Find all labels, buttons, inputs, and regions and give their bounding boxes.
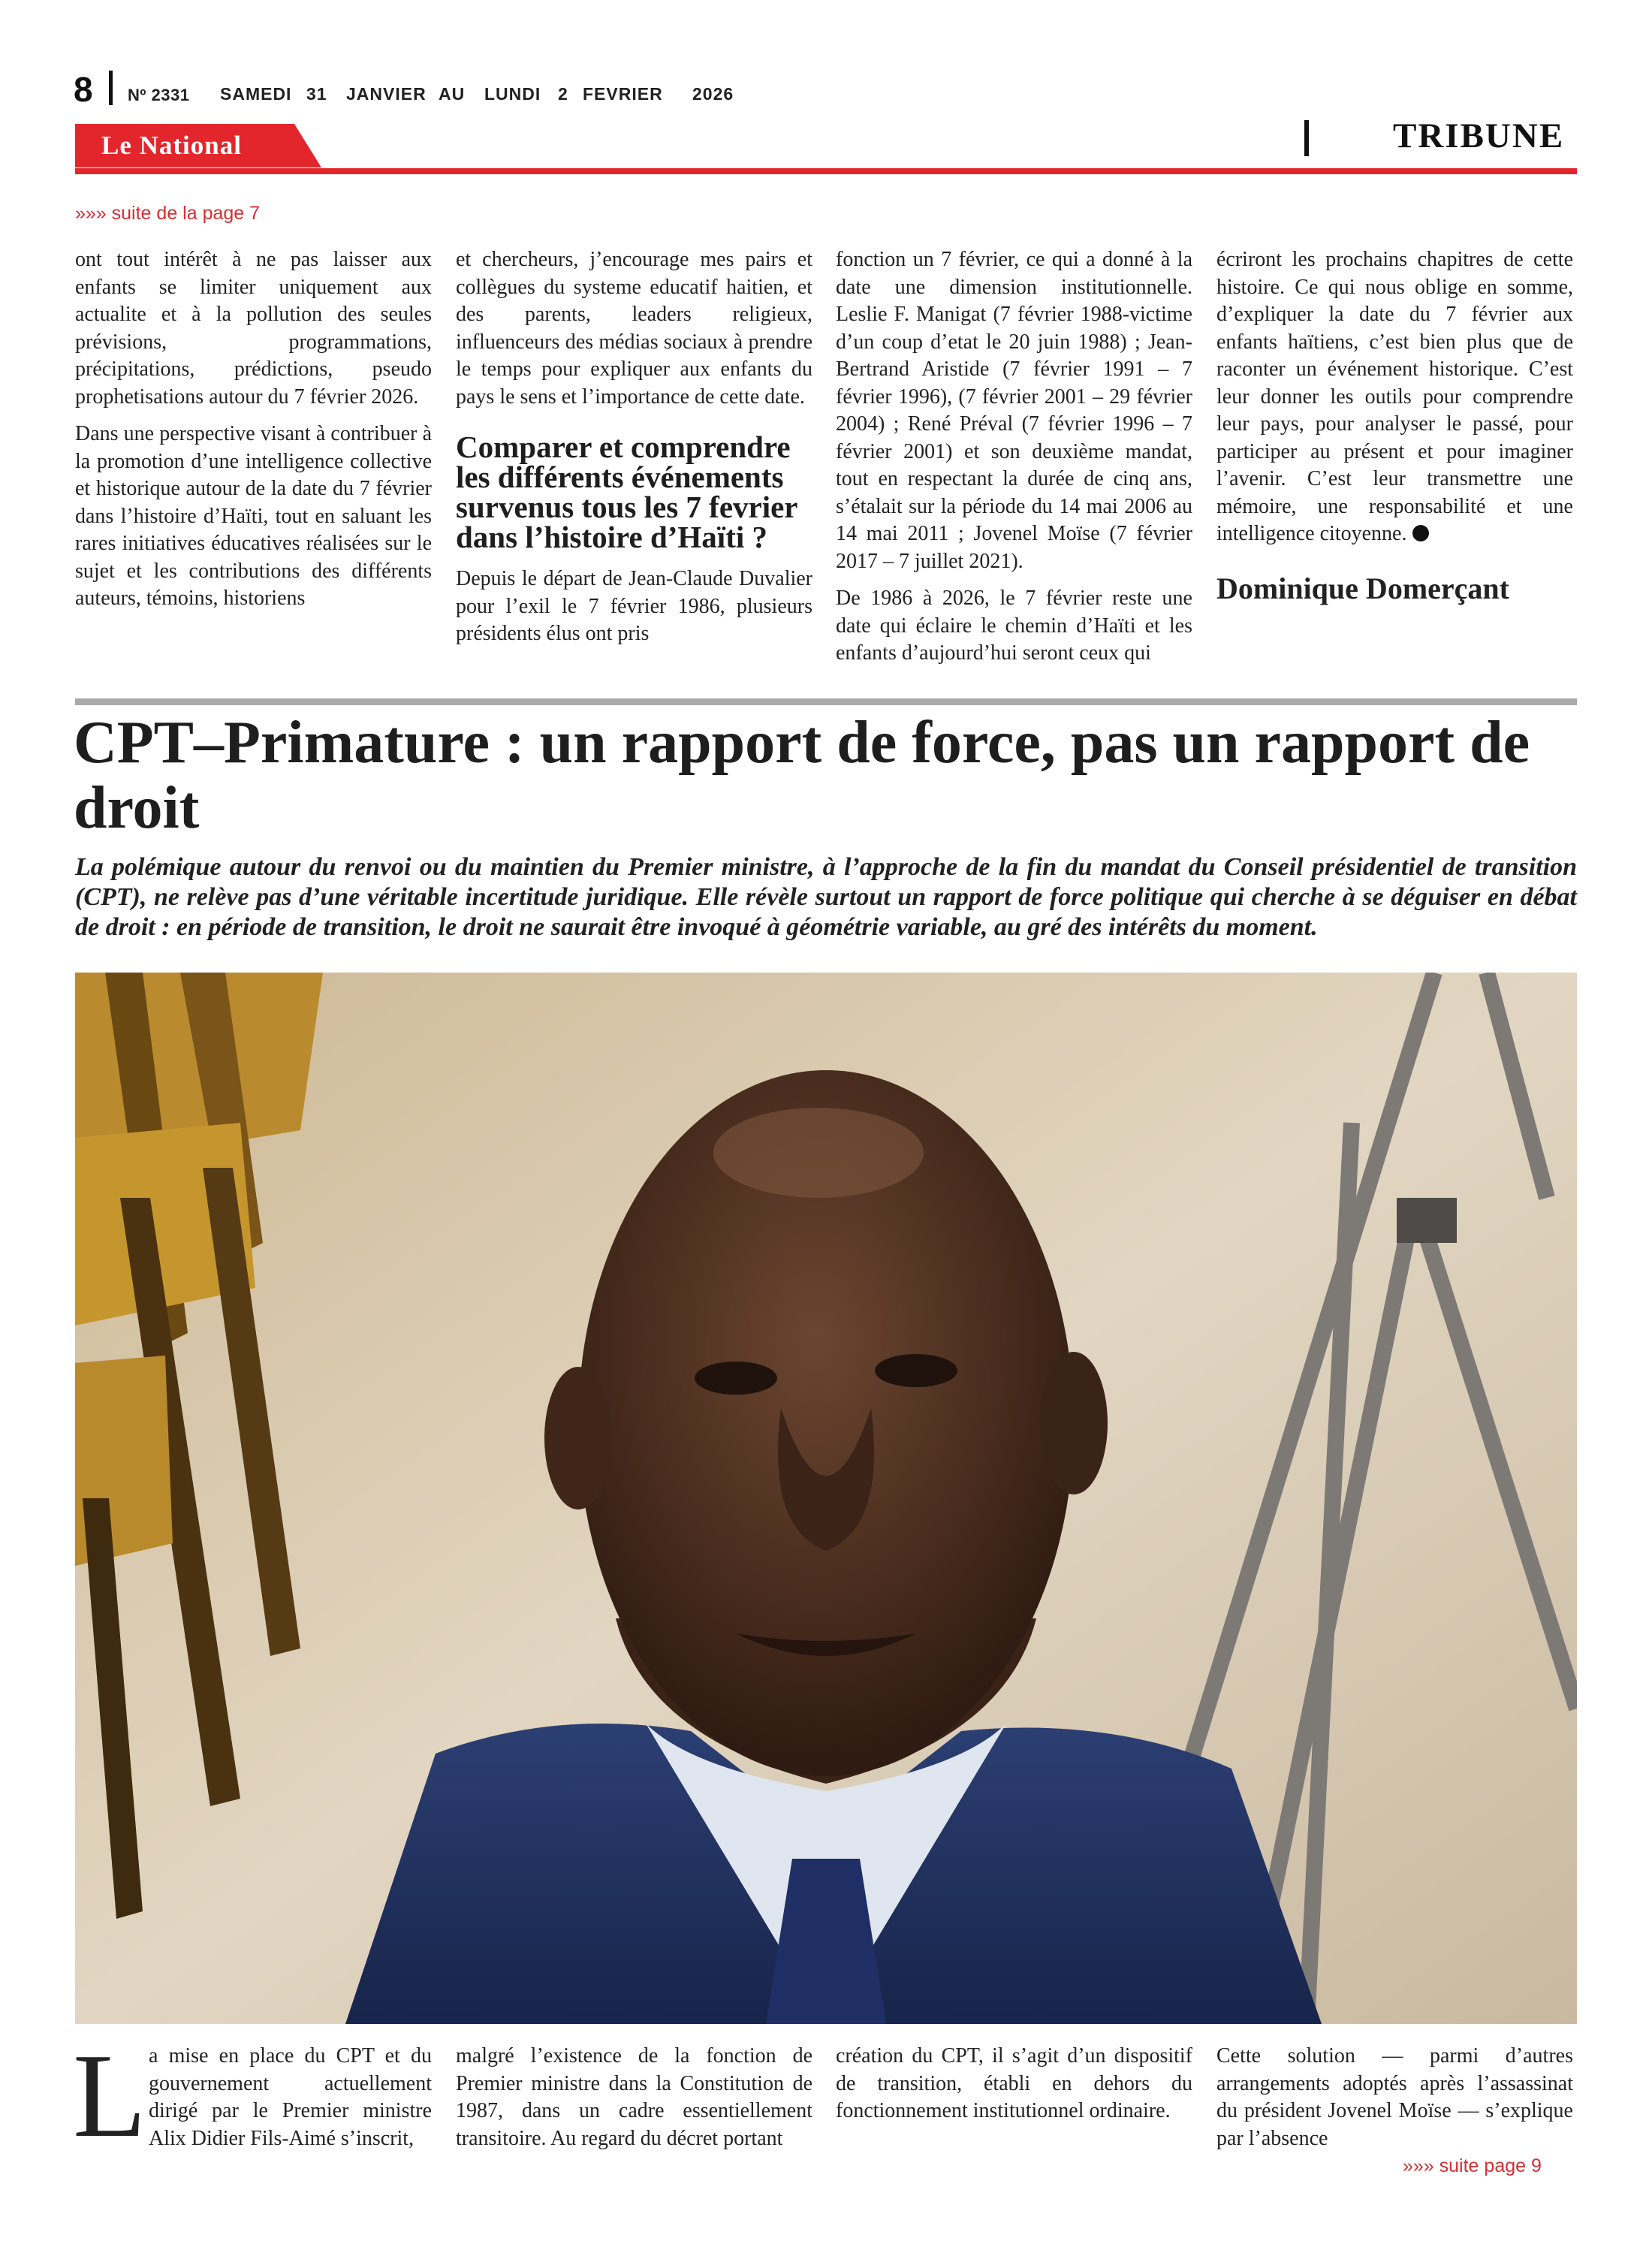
- body-column-1: [149, 2043, 432, 2152]
- paragraph: Cette solution — parmi d’autres arrangements adoptés après l’assassinat du président Jovenel Moïse — s’explique par l’absence: [1216, 2044, 1573, 2150]
- date-word: 2026: [692, 84, 734, 104]
- head-highlight: [713, 1108, 924, 1198]
- body-column-3: [836, 2043, 1192, 2125]
- ear-left: [544, 1367, 612, 1510]
- continued-from-label: »»» suite de la page 7: [75, 203, 261, 224]
- continued-to-label: »»» suite page 9: [1403, 2155, 1542, 2176]
- article-separator: [75, 698, 1577, 705]
- paragraph: ont tout intérêt à ne pas laisser aux enfants se limiter uniquement aux actualite et à la pollution des seules prévisions, programmations, précipitations, prédictions, pseudo prophetisations autour du 7 février 2026.: [75, 248, 432, 409]
- article-standfirst: La polémique autour du renvoi ou du maintien du Premier ministre, à l’approche de la fin du mandat du Conseil présidentiel de transition (CPT), ne relève pas d’une véritable incertitude juridique. Elle révèle surtout un rapport de force politique qui cherche à se déguiser en débat de droit : en période de transition, le droit ne saurait être invoqué à géométrie variable, au gré des intérêts du moment.: [75, 853, 1577, 941]
- section-title: TRIBUNE: [1393, 116, 1565, 155]
- author-signature: Dominique Domerçant: [1216, 571, 1509, 605]
- newspaper-logo: Le National: [101, 131, 242, 160]
- date-word: SAMEDI: [220, 84, 292, 104]
- paragraph: Dans une perspective visant à contribuer à la promotion d’une intelligence collective et historique autour de la date du 7 février dans l’histoire d’Haïti, tout en saluant les rares initiatives éducatives réalisées sur le sujet et les contributions des différents auteurs, témoins, historiens: [75, 422, 432, 610]
- body-column-2: [456, 2043, 812, 2152]
- paragraph: De 1986 à 2026, le 7 février reste une date qui éclaire le chemin d’Haïti et les enfants d’aujourd’hui seront ceux qui: [836, 587, 1192, 665]
- text-column-2: [456, 246, 812, 658]
- portrait-illustration: [75, 973, 1577, 2024]
- header-divider: [109, 71, 113, 105]
- date-word: AU: [439, 84, 466, 104]
- ear-right: [1040, 1352, 1108, 1494]
- paragraph-with-end-mark: [1216, 246, 1573, 548]
- eye-left: [695, 1362, 777, 1395]
- date-word: LUNDI: [484, 84, 541, 104]
- article-subheading: Comparer et comprendre les différents événements survenus tous les 7 fevrier dans l’histoire d’Haïti ?: [456, 430, 797, 554]
- drop-cap: L: [73, 2028, 146, 2162]
- article-headline: CPT–Primature : un rapport de force, pas un rapport de droit: [74, 710, 1530, 841]
- eye-right: [875, 1354, 957, 1387]
- section-divider: [1304, 120, 1309, 156]
- issue-number: Nº 2331: [128, 86, 190, 104]
- paragraph: et chercheurs, j’encourage mes pairs et collègues du systeme educatif haitien, et des parents, leaders religieux, influenceurs des médias sociaux à prendre le temps pour expliquer aux enfants du pays le sens et l’importance de cette date.: [456, 248, 812, 409]
- date-word: FEVRIER: [583, 84, 663, 104]
- end-of-article-icon: [1412, 525, 1429, 541]
- tripod-head: [1397, 1198, 1457, 1243]
- paragraph: a mise en place du CPT et du gouvernement actuellement dirigé par le Premier ministre Alix Didier Fils-Aimé s’inscrit,: [149, 2044, 432, 2150]
- text-column-3: [836, 246, 1192, 677]
- date-word: 2: [558, 84, 568, 104]
- paragraph: malgré l’existence de la fonction de Premier ministre dans la Constitution de 1987, dans un cadre essentiellement transitoire. Au regard du décret portant: [456, 2044, 812, 2150]
- date-word: JANVIER: [346, 84, 427, 104]
- body-column-4: [1216, 2043, 1573, 2152]
- text-column-4: [1216, 246, 1573, 606]
- page-number: 8: [74, 70, 93, 109]
- paragraph: Depuis le départ de Jean-Claude Duvalier pour l’exil le 7 février 1986, plusieurs présidents élus ont pris: [456, 567, 812, 645]
- paragraph-text: écriront les prochains chapitres de cette histoire. Ce qui nous oblige en somme, d’expliquer la date du 7 février aux enfants haïtiens, c’est bien plus que de raconter un événement historique. C’est leur donner les outils pour comprendre leur pays, pour analyser le passé, pour participer au présent et pour imaginer l’avenir. C’est leur transmettre une mémoire, une responsabilité et une intelligence citoyenne.: [1216, 248, 1573, 545]
- text-column-1: [75, 246, 432, 623]
- paragraph: création du CPT, il s’agit d’un dispositif de transition, établi en dehors du fonctionnement institutionnel ordinaire.: [836, 2044, 1192, 2122]
- paragraph: fonction un 7 février, ce qui a donné à la date une dimension institutionnelle. Leslie F. Manigat (7 février 1988-victime d’un coup d’etat le 20 juin 1988) ; Jean-Bertrand Aristide (7 février 1991 – 7 février 1996), (7 février 2001 – 29 février 2004) ; René Préval (7 février 1996 – 7 février 2001) et son deuxième mandat, tout en respectant la durée de cinq ans, s’étalait sur la période du 14 mai 2006 au 14 mai 2011 ; Jovenel Moïse (7 février 2017 – 7 juillet 2021).: [836, 248, 1192, 573]
- date-word: 31: [306, 84, 327, 104]
- header-rule: [75, 168, 1577, 174]
- article-photo: [75, 973, 1577, 2024]
